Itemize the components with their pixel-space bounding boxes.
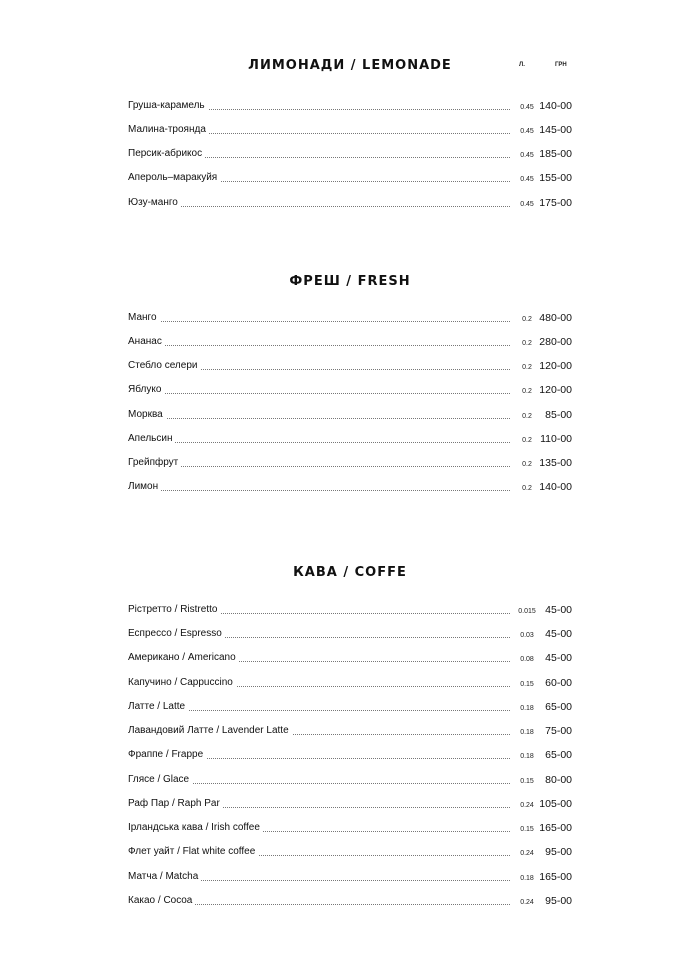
item-price: 85-00 (545, 409, 572, 421)
item-volume: 0.45 (520, 128, 534, 135)
dot-leader (128, 206, 510, 207)
item-volume: 0.18 (520, 729, 534, 736)
item-name: Ірландська кава / Irish coffee (128, 821, 263, 835)
menu-item-row (128, 603, 576, 617)
item-name: Латте / Latte (128, 700, 188, 714)
item-name: Флет уайт / Flat white coffee (128, 845, 258, 859)
item-price: 95-00 (545, 895, 572, 907)
item-volume: 0.2 (522, 437, 532, 444)
item-volume: 0.015 (518, 608, 536, 615)
menu-item-row (128, 700, 576, 714)
item-volume: 0.45 (520, 104, 534, 111)
menu-item-row (128, 480, 576, 494)
item-volume: 0.24 (520, 802, 534, 809)
menu-item-row (128, 196, 576, 210)
item-name: Манго (128, 311, 160, 325)
item-name: Ананас (128, 335, 165, 349)
item-volume: 0.45 (520, 176, 534, 183)
item-price: 80-00 (545, 774, 572, 786)
menu-item-row (128, 773, 576, 787)
item-price: 45-00 (545, 628, 572, 640)
item-name: Американо / Americano (128, 651, 239, 665)
item-name: Яблуко (128, 383, 164, 397)
item-name: Еспрессо / Espresso (128, 627, 225, 641)
item-name: Рістретто / Ristretto (128, 603, 220, 617)
dot-leader (128, 321, 510, 322)
menu-item-row (128, 821, 576, 835)
dot-leader (128, 442, 510, 443)
menu-item-row (128, 676, 576, 690)
item-price: 175-00 (539, 197, 572, 209)
item-volume: 0.45 (520, 152, 534, 159)
item-price: 120-00 (539, 360, 572, 372)
item-name: Апероль–маракуйя (128, 171, 220, 185)
item-volume: 0.2 (522, 340, 532, 347)
menu-item-row (128, 311, 576, 325)
item-name: Лимон (128, 480, 161, 494)
price-column-header: ГРН (555, 62, 567, 68)
item-price: 60-00 (545, 677, 572, 689)
item-volume: 0.15 (520, 826, 534, 833)
menu-item-row (128, 359, 576, 373)
menu-item-row (128, 894, 576, 908)
item-price: 45-00 (545, 652, 572, 664)
item-price: 75-00 (545, 725, 572, 737)
item-volume: 0.18 (520, 753, 534, 760)
item-name: Капучино / Cappuccino (128, 676, 236, 690)
menu-item-row (128, 456, 576, 470)
item-volume: 0.08 (520, 656, 534, 663)
item-name: Груша-карамель (128, 99, 208, 113)
dot-leader (128, 393, 510, 394)
item-name: Матча / Matcha (128, 870, 201, 884)
item-volume: 0.15 (520, 681, 534, 688)
item-volume: 0.24 (520, 899, 534, 906)
item-volume: 0.18 (520, 705, 534, 712)
item-volume: 0.24 (520, 850, 534, 857)
item-price: 140-00 (539, 100, 572, 112)
item-name: Малина-троянда (128, 123, 209, 137)
menu-item-row (128, 335, 576, 349)
item-volume: 0.2 (522, 413, 532, 420)
menu-item-row (128, 870, 576, 884)
dot-leader (128, 466, 510, 467)
menu-item-row (128, 171, 576, 185)
item-volume: 0.2 (522, 461, 532, 468)
menu-item-row (128, 748, 576, 762)
menu-item-row (128, 147, 576, 161)
item-price: 140-00 (539, 481, 572, 493)
menu-item-row (128, 724, 576, 738)
item-name: Гляce / Glace (128, 773, 192, 787)
item-name: Фраппе / Frappe (128, 748, 206, 762)
dot-leader (128, 418, 510, 419)
item-name: Грейпфрут (128, 456, 181, 470)
item-name: Лавандовий Латте / Lavender Latte (128, 724, 292, 738)
item-price: 280-00 (539, 336, 572, 348)
item-price: 155-00 (539, 172, 572, 184)
item-volume: 0.15 (520, 778, 534, 785)
item-volume: 0.18 (520, 875, 534, 882)
item-volume: 0.45 (520, 201, 534, 208)
item-name: Стебло селери (128, 359, 200, 373)
item-price: 185-00 (539, 148, 572, 160)
item-price: 95-00 (545, 846, 572, 858)
menu-item-row (128, 845, 576, 859)
menu-item-row (128, 432, 576, 446)
menu-item-row (128, 99, 576, 113)
item-price: 120-00 (539, 384, 572, 396)
item-price: 135-00 (539, 457, 572, 469)
item-name: Юзу-манго (128, 196, 181, 210)
item-volume: 0.03 (520, 632, 534, 639)
item-name: Морква (128, 408, 166, 422)
menu-item-row (128, 651, 576, 665)
item-price: 65-00 (545, 749, 572, 761)
item-price: 65-00 (545, 701, 572, 713)
menu-item-row (128, 383, 576, 397)
item-name: Раф Пар / Raph Par (128, 797, 223, 811)
item-volume: 0.2 (522, 485, 532, 492)
item-price: 105-00 (539, 798, 572, 810)
item-price: 165-00 (539, 871, 572, 883)
item-price: 480-00 (539, 312, 572, 324)
item-price: 45-00 (545, 604, 572, 616)
item-name: Какао / Cocoa (128, 894, 195, 908)
menu-item-row (128, 627, 576, 641)
item-volume: 0.2 (522, 364, 532, 371)
menu-item-row (128, 123, 576, 137)
item-volume: 0.2 (522, 316, 532, 323)
menu-item-row (128, 408, 576, 422)
fresh-section-title: ФРЕШ / FRESH (289, 274, 411, 289)
dot-leader (128, 490, 510, 491)
item-volume: 0.2 (522, 388, 532, 395)
item-name: Персик-абрикос (128, 147, 205, 161)
item-price: 145-00 (539, 124, 572, 136)
coffee-section-title: КАВА / COFFE (293, 565, 407, 580)
item-name: Апельсин (128, 432, 175, 446)
lemonade-section-title: ЛИМОНАДИ / LEMONADE (248, 58, 452, 73)
dot-leader (128, 345, 510, 346)
volume-column-header: Л. (519, 62, 525, 68)
item-price: 165-00 (539, 822, 572, 834)
menu-item-row (128, 797, 576, 811)
item-price: 110-00 (540, 433, 572, 445)
